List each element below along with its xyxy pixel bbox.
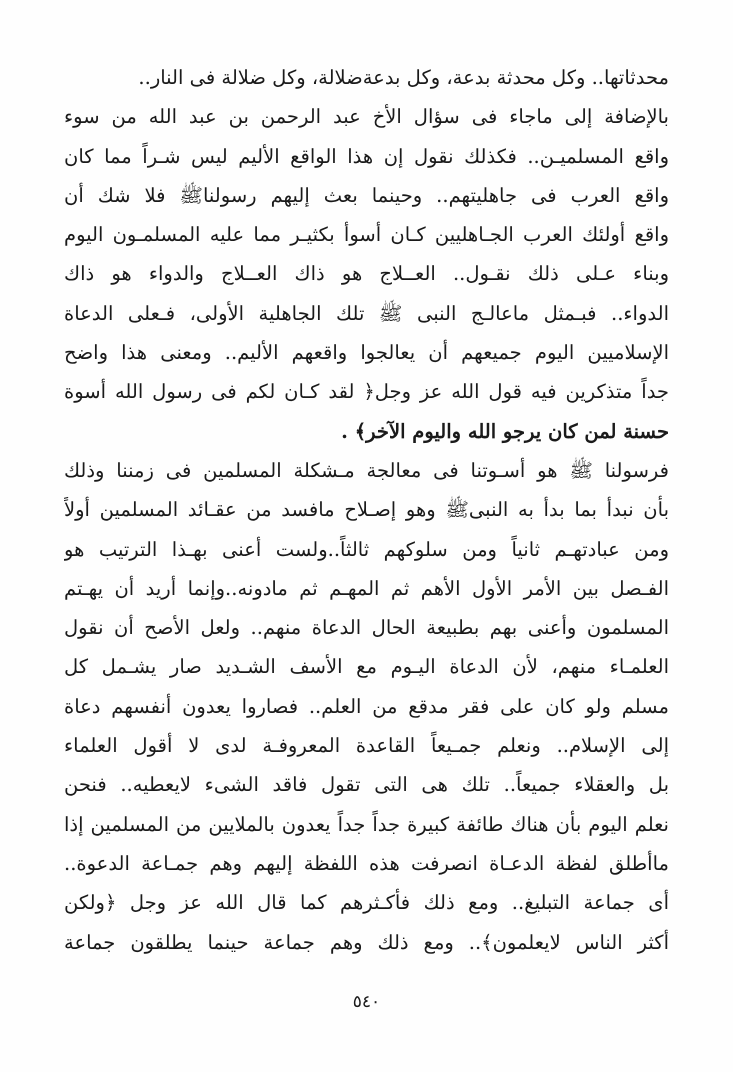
text-line: الفـصل بين الأمر الأول الأهم ثم المهـم ثم مادونه..وإنما أريد أن يهـتم (64, 576, 669, 600)
text-line: العلمـاء منهم، لأن الدعاة اليـوم مع الأسف الشـديد صار يشـمل كل (64, 655, 669, 679)
text-line: أكثر الناس لايعلمون﴾.. ومع ذلك وهم جماعة حينما يطلقون جماعة (64, 930, 669, 954)
text-line: بل والعقلاء جميعاً.. تلك هى التى تقول فاقد الشىء لايعطيه.. فنحن (64, 773, 669, 797)
text-line: مسلم ولو كان على فقر مدقع من العلم.. فصاروا يعدون أنفسهم دعاة (64, 694, 669, 718)
text-line: نعلم اليوم بأن هناك طائفة كبيرة جداً جداً يعدون بالملايين من المسلمين إذا (64, 812, 669, 836)
text-line: بأن نبدأ بما بدأ به النبىﷺ وهو إصـلاح مافسد من عقـائد المسلمين أولاً (64, 498, 669, 522)
text-line: واقع المسلميـن.. فكذلك نقول إن هذا الواقع الأليم ليس شـراً مما كان (64, 144, 669, 168)
text-line: جداً متذكرين فيه قول الله عز وجل﴿ لقد كـان لكم فى رسول الله أسوة (64, 380, 669, 404)
page-number: ٥٤٠ (352, 992, 381, 1012)
text-line: بالإضافة إلى ماجاء فى سؤال الأخ عبد الرحمن بن عبد الله من سوء (64, 105, 669, 129)
text-line: واقع أولئك العرب الجـاهليين كـان أسوأ بكثيـر مما عليه المسلمـون اليوم (64, 223, 669, 247)
text-line: واقع العرب فى جاهليتهم.. وحينما بعث إليهم رسولناﷺ فلا شك أن (64, 183, 669, 207)
quran-verse-line: حسنة لمن كان يرجو الله واليوم الآخر﴾ . (341, 419, 669, 443)
text-line: أى جماعة التبليغ.. ومع ذلك فأكـثرهم كما قال الله عز وجل ﴿ولكن (64, 891, 669, 915)
text-line: وبناء عـلى ذلك نقـول.. العــلاج هو ذاك العــلاج والدواء هو ذاك (64, 262, 669, 286)
text-line: فرسولنا ﷺ هو أسـوتنا فى معالجة مـشكلة المسلمين فى زمننا وذلك (64, 458, 669, 482)
text-line: المسلمون وأعنى بهم بطبيعة الحال الدعاة منهم.. ولعل الأصح أن نقول (64, 616, 669, 640)
body-text (64, 58, 669, 962)
text-line: إلى الإسلام.. ونعلم جمـيعاً القاعدة المعروفـة لدى لا أقول العلماء (64, 734, 669, 758)
text-line: ماأطلق لفظة الدعـاة انصرفت هذه اللفظة إليهم وهم جمـاعة الدعوة.. (64, 851, 669, 875)
text-line: الدواء.. فبـمثل ماعالـج النبى ﷺ تلك الجاهلية الأولى، فـعلى الدعاة (64, 301, 669, 325)
text-line: ومن عبادتهـم ثانياً ومن سلوكهم ثالثاً..ولست أعنى بهـذا الترتيب هو (64, 537, 669, 561)
text-line: محدثاتها.. وكل محدثة بدعة، وكل بدعةضلالة، وكل ضلالة فى النار.. (138, 66, 669, 89)
text-line: الإسلاميين اليوم جميعهم أن يعالجوا واقعهم الأليم.. ومعنى هذا واضح (64, 341, 669, 365)
